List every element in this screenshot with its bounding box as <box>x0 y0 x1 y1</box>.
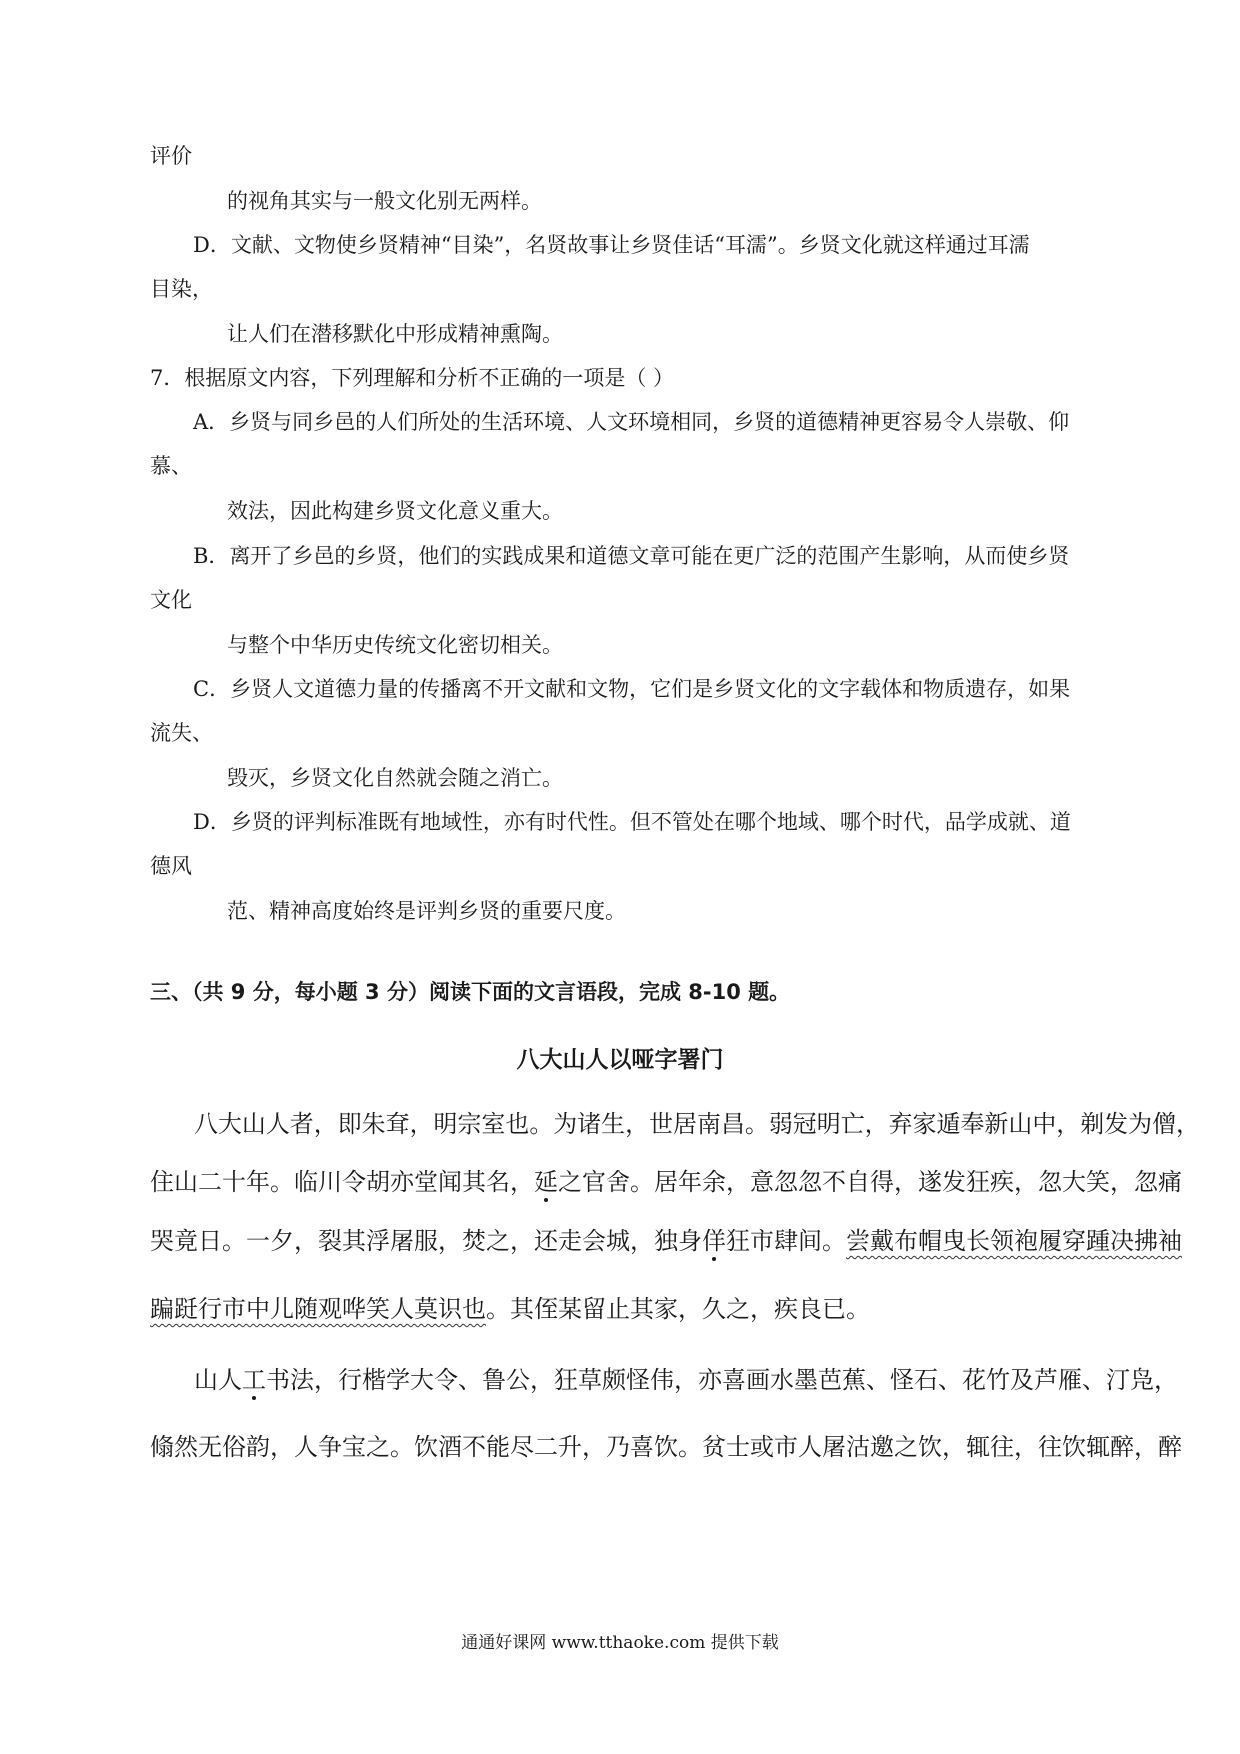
q7-option-b-line-2: 文化 <box>150 588 192 612</box>
passage-p1-line-1: 八大山人者，即朱耷，明宗室也。为诸生，世居南昌。弱冠明亡，弃家遁奉新山中，剃发为僧， <box>194 1110 1200 1138</box>
text-run: 书法，行楷学大令、鲁公，狂草颇怪伟，亦喜画水墨芭蕉、怪石、花竹及芦雁、汀凫， <box>266 1366 1178 1394</box>
passage-p1-line-2 <box>150 1165 1182 1199</box>
q7-option-b-line-3: 与整个中华历史传统文化密切相关。 <box>227 633 563 657</box>
text-run: 。其侄某留止其家，久之，疾良已。 <box>486 1295 870 1323</box>
passage-p1-line-3 <box>150 1224 1182 1258</box>
q6-option-c-tail-1: 评价 <box>150 144 192 168</box>
q6-option-d-line-3: 让人们在潜移默化中形成精神熏陶。 <box>227 322 563 346</box>
text-run: 哭竟日。一夕，裂其浮屠服，焚之，还走会城，独身 <box>150 1227 702 1255</box>
wavy-underlined-sentence: 尝戴布帽曳长领袍履穿踵决拂袖 <box>846 1227 1182 1255</box>
q6-option-d-line-1: D．文献、文物使乡贤精神“目染”，名贤故事让乡贤佳话“耳濡”。乡贤文化就这样通过耳濡 <box>193 233 1030 257</box>
q6-option-c-tail-2: 的视角其实与一般文化别无两样。 <box>227 189 542 213</box>
passage-p2-line-2: 翛然无俗韵，人争宝之。饮酒不能尽二升，乃喜饮。贫士或市人屠沽邀之饮，辄往，往饮辄醉，醉 <box>150 1433 1182 1461</box>
emphasis-dot-char: 工 <box>242 1366 266 1394</box>
page-footer: 通通好课网 www.tthaoke.com 提供下载 <box>461 1633 779 1653</box>
text-run: 山人 <box>194 1366 242 1394</box>
q7-option-c-line-2: 流失、 <box>150 721 213 745</box>
q7-option-d-line-1: D．乡贤的评判标准既有地域性，亦有时代性。但不管处在哪个地域、哪个时代，品学成就、道 <box>193 810 1071 834</box>
emphasis-dot-char: 延 <box>534 1168 558 1196</box>
section-3-heading: 三、（共 9 分，每小题 3 分）阅读下面的文言语段，完成 8-10 题。 <box>150 980 791 1004</box>
q7-option-a-line-1: A．乡贤与同乡邑的人们所处的生活环境、人文环境相同，乡贤的道德精神更容易令人崇敬、仰 <box>193 410 1070 434</box>
q7-option-a-line-2: 慕、 <box>150 454 192 478</box>
q7-option-c-line-3: 毁灭，乡贤文化自然就会随之消亡。 <box>227 766 563 790</box>
emphasis-dot-char: 佯 <box>702 1227 726 1255</box>
passage-p2-line-1 <box>194 1363 1178 1397</box>
q7-stem: 7．根据原文内容，下列理解和分析不正确的一项是（ ） <box>150 366 675 390</box>
passage-title: 八大山人以哑字署门 <box>516 1047 724 1073</box>
passage-p1-line-4 <box>150 1292 870 1326</box>
q7-option-d-line-3: 范、精神高度始终是评判乡贤的重要尺度。 <box>227 899 626 923</box>
text-run: 狂市肆间。 <box>726 1227 846 1255</box>
q7-option-a-line-3: 效法，因此构建乡贤文化意义重大。 <box>227 499 563 523</box>
text-run: 之官舍。居年余，意忽忽不自得，遂发狂疾，忽大笑，忽痛 <box>558 1168 1182 1196</box>
text-run: 住山二十年。临川令胡亦堂闻其名， <box>150 1168 534 1196</box>
wavy-underlined-sentence: 蹁跹行市中儿随观哗笑人莫识也 <box>150 1295 486 1323</box>
q7-option-b-line-1: B．离开了乡邑的乡贤，他们的实践成果和道德文章可能在更广泛的范围产生影响，从而使乡贤 <box>193 544 1070 568</box>
q7-option-c-line-1: C．乡贤人文道德力量的传播离不开文献和文物，它们是乡贤文化的文字载体和物质遗存，如果 <box>193 677 1071 701</box>
q6-option-d-line-2: 目染， <box>150 277 213 301</box>
q7-option-d-line-2: 德风 <box>150 854 192 878</box>
